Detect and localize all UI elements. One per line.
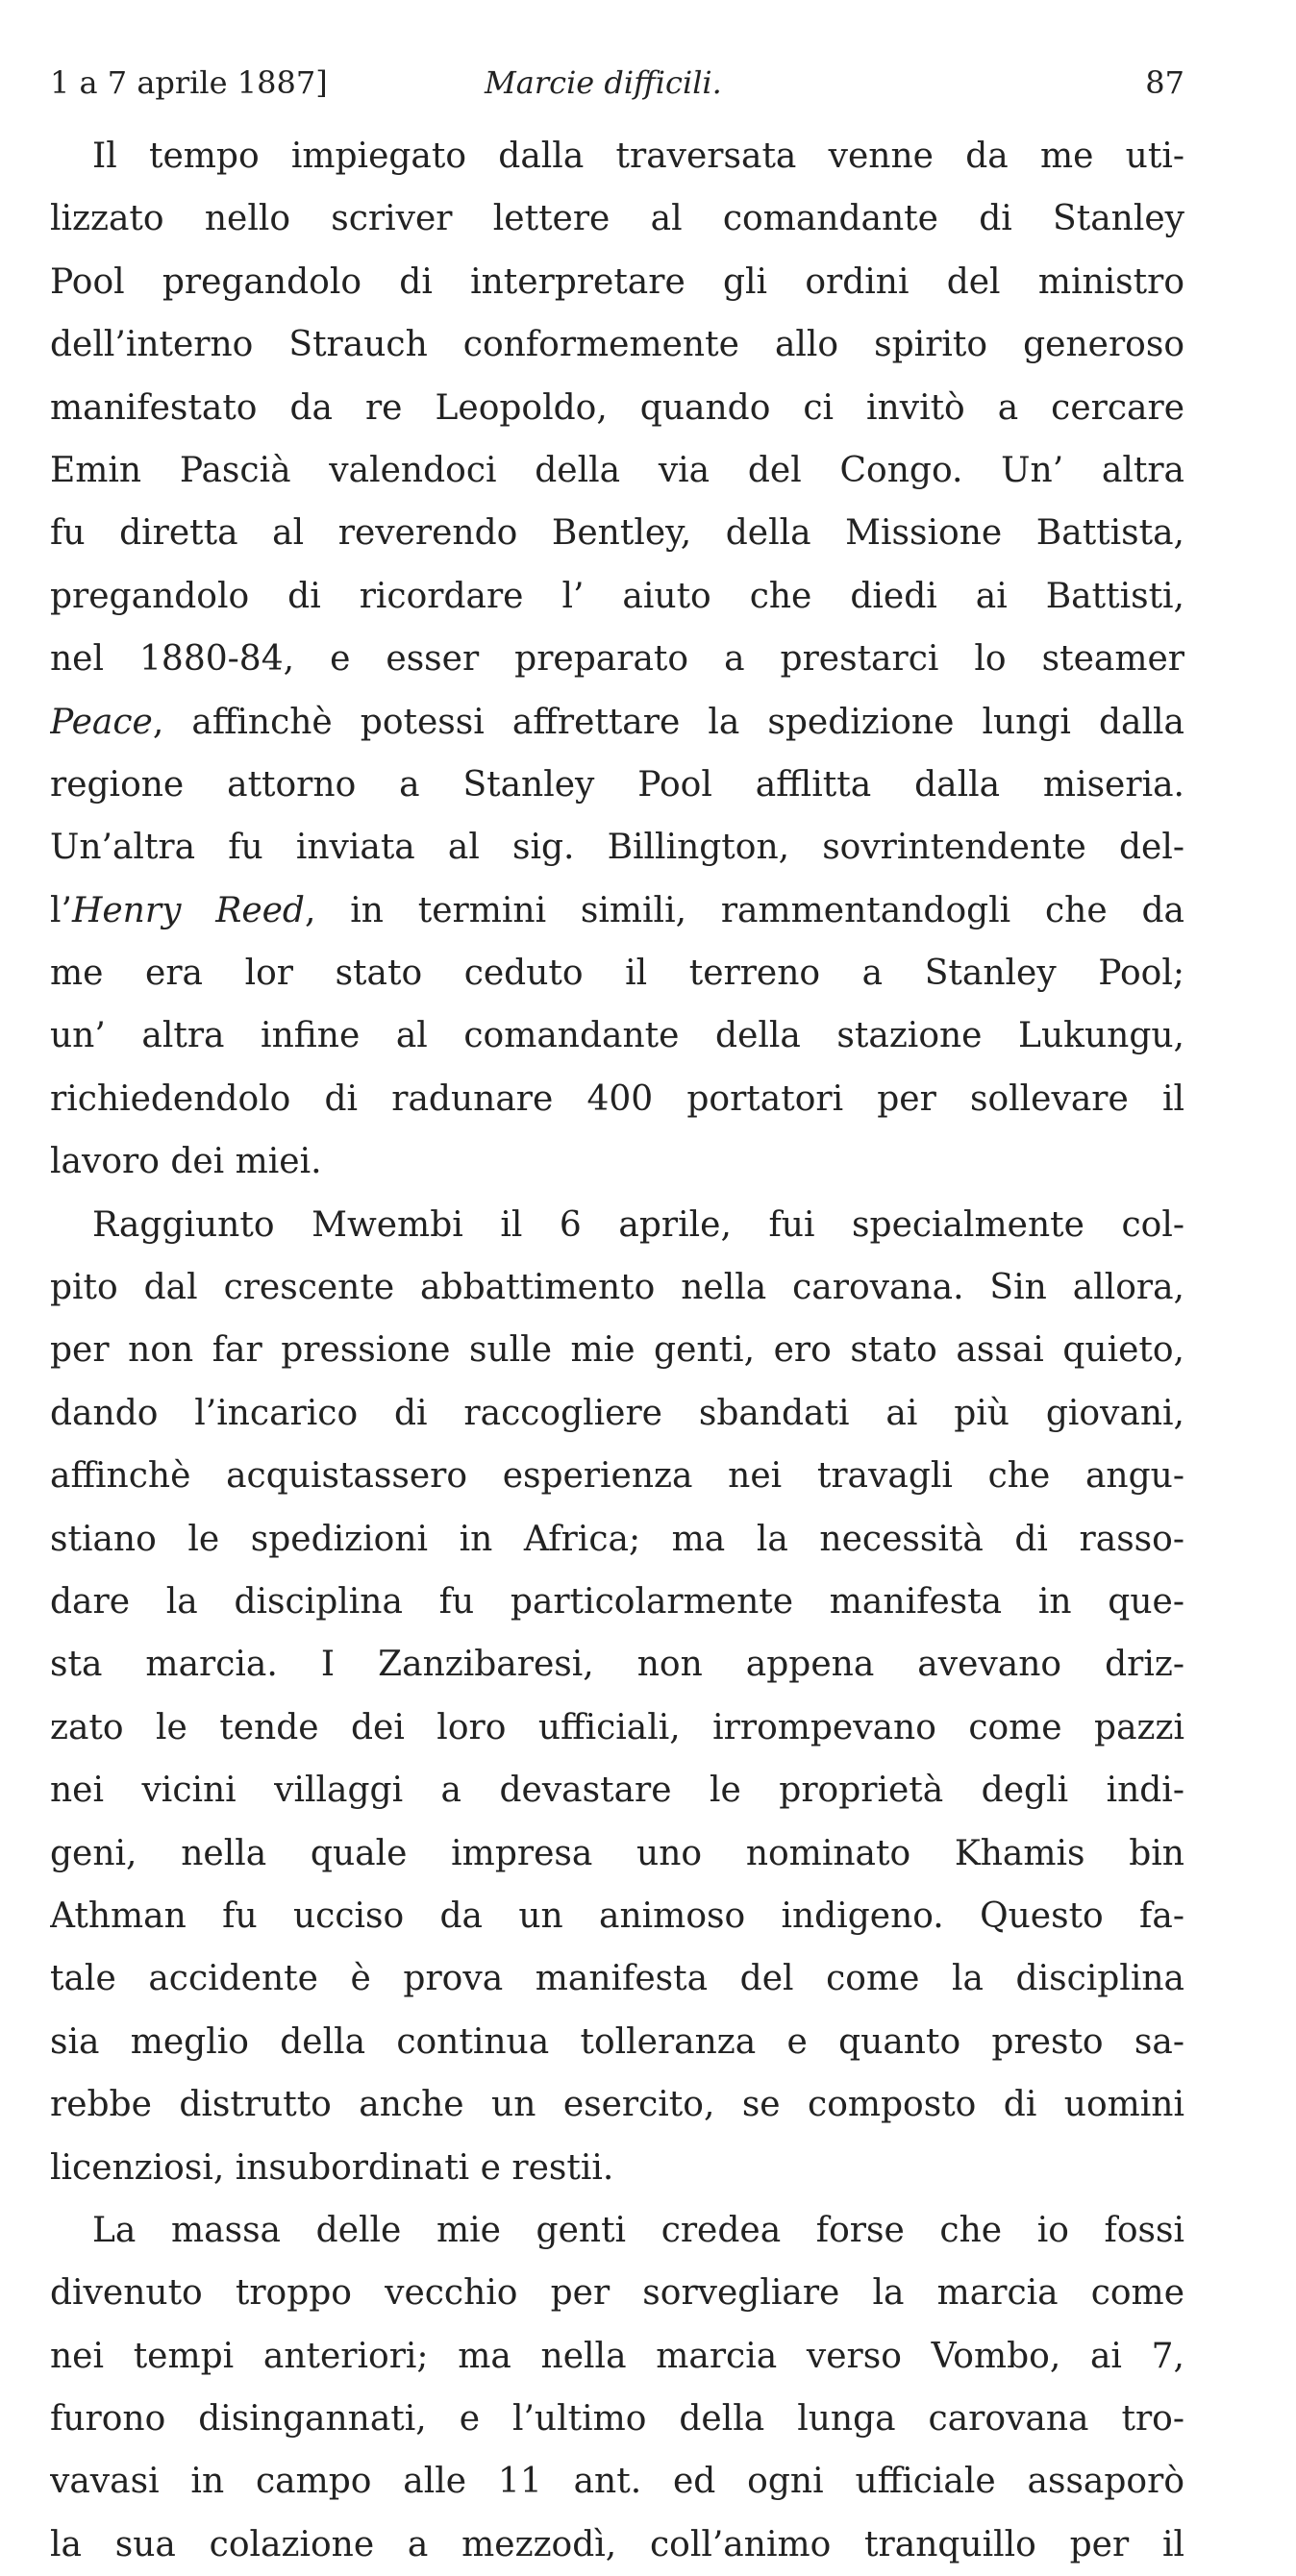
line-text-after: , affinchè potessi affrettare la spedizione lungi dalla	[152, 702, 1184, 742]
ship-name-peace: Peace	[50, 702, 153, 742]
text-line: nei tempi anteriori; ma nella marcia verso Vombo, ai 7,	[50, 2336, 1184, 2376]
text-line: dare la disciplina fu particolarmente manifesta in que-	[50, 1581, 1184, 1622]
body-text	[50, 125, 1184, 2576]
header-date-range: 1 a 7 aprile 1887]	[50, 64, 328, 101]
text-line: vavasi in campo alle 11 ant. ed ogni ufficiale assaporò	[50, 2462, 1184, 2502]
text-line: Raggiunto Mwembi il 6 aprile, fui specialmente col-	[92, 1204, 1184, 1245]
text-line: un’ altra infine al comandante della stazione Lukungu,	[50, 1016, 1184, 1056]
text-line: me era lor stato ceduto il terreno a Stanley Pool;	[50, 954, 1184, 994]
page-number: 87	[1145, 64, 1184, 101]
text-line: la sua colazione a mezzodì, coll’animo tranquillo per il	[50, 2524, 1184, 2564]
header-chapter-title: Marcie difficili.	[485, 64, 722, 101]
text-line: Un’altra fu inviata al sig. Billington, sovrintendente del-	[50, 828, 1184, 868]
text-line: lizzato nello scriver lettere al comandante di Stanley	[50, 199, 1184, 239]
line-text-after: , in termini simili, rammentandogli che da	[304, 890, 1184, 930]
text-line-with-italic	[50, 691, 1184, 754]
text-line: per non far pressione sulle mie genti, ero stato assai quieto,	[50, 1330, 1184, 1371]
book-page	[50, 58, 1184, 2576]
text-line: richiedendolo di radunare 400 portatori per sollevare il	[50, 1078, 1184, 1119]
text-line: Emin Pascià valendoci della via del Congo. Un’ altra	[50, 450, 1184, 490]
line-text-before: l’	[50, 890, 72, 930]
text-line: regione attorno a Stanley Pool afflitta dalla miseria.	[50, 764, 1184, 805]
text-line: sta marcia. I Zanzibaresi, non appena avevano driz-	[50, 1645, 1184, 1685]
text-line: zato le tende dei loro ufficiali, irrompevano come pazzi	[50, 1707, 1184, 1747]
running-head	[50, 58, 1184, 108]
text-line: Pool pregandolo di interpretare gli ordini del ministro	[50, 261, 1184, 302]
text-line: fu diretta al reverendo Bentley, della Missione Battista,	[50, 513, 1184, 554]
text-line: pregandolo di ricordare l’ aiuto che diedi ai Battisti,	[50, 576, 1184, 616]
text-line: geni, nella quale impresa uno nominato Khamis bin	[50, 1833, 1184, 1873]
text-line: affinchè acquistassero esperienza nei travagli che angu-	[50, 1456, 1184, 1497]
text-line: stiano le spedizioni in Africa; ma la necessità di rasso-	[50, 1519, 1184, 1559]
text-line: lavoro dei miei.	[50, 1142, 322, 1182]
text-line: Il tempo impiegato dalla traversata venne da me uti-	[92, 136, 1184, 176]
text-line: manifestato da re Leopoldo, quando ci invitò a cercare	[50, 387, 1184, 428]
text-line: dando l’incarico di raccogliere sbandati ai più giovani,	[50, 1393, 1184, 1433]
ship-name-henry-reed: Henry Reed	[71, 890, 305, 930]
text-line: La massa delle mie genti credea forse che io fossi	[92, 2210, 1184, 2250]
text-line: divenuto troppo vecchio per sorvegliare la marcia come	[50, 2273, 1184, 2314]
text-line: pito dal crescente abbattimento nella carovana. Sin allora,	[50, 1268, 1184, 1308]
text-line: dell’interno Strauch conformemente allo spirito generoso	[50, 325, 1184, 365]
text-line: nel 1880-84, e esser preparato a prestarci lo steamer	[50, 639, 1184, 680]
text-line: licenziosi, insubordinati e restii.	[50, 2147, 614, 2188]
text-line: tale accidente è prova manifesta del come la disciplina	[50, 1959, 1184, 1999]
text-line: nei vicini villaggi a devastare le proprietà degli indi-	[50, 1771, 1184, 1811]
text-line: furono disingannati, e l’ultimo della lunga carovana tro-	[50, 2399, 1184, 2440]
text-line: sia meglio della continua tolleranza e quanto presto sa-	[50, 2021, 1184, 2062]
text-line-with-italic	[50, 879, 1184, 942]
text-line: rebbe distrutto anche un esercito, se composto di uomini	[50, 2085, 1184, 2125]
text-line: Athman fu ucciso da un animoso indigeno. Questo fa-	[50, 1895, 1184, 1936]
